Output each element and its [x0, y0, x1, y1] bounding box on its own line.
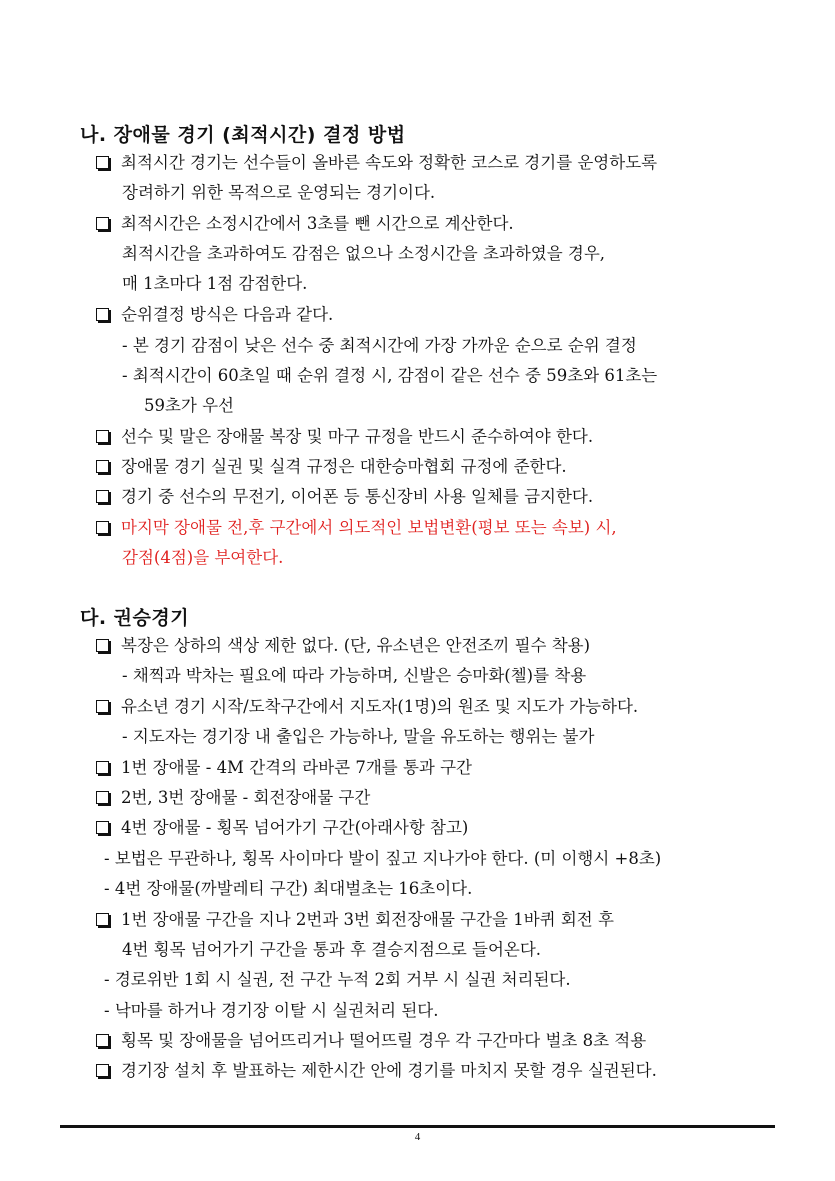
- checkbox-icon: [96, 761, 109, 774]
- list-item: 최적시간 경기는 선수들이 올바른 속도와 정확한 코스로 경기를 운영하도록: [96, 153, 657, 173]
- list-item: 장애물 경기 실권 및 실격 규정은 대한승마협회 규정에 준한다.: [96, 457, 567, 477]
- sub-item: - 낙마를 하거나 경기장 이탈 시 실권처리 된다.: [104, 1001, 439, 1020]
- checkbox-icon: [96, 217, 109, 230]
- list-item-continuation: 매 1초마다 1점 감점한다.: [122, 274, 308, 293]
- list-item: 경기 중 선수의 무전기, 이어폰 등 통신장비 사용 일체를 금지한다.: [96, 487, 593, 507]
- checkbox-icon: [96, 430, 109, 443]
- list-item: 경기장 설치 후 발표하는 제한시간 안에 경기를 마치지 못할 경우 실권된다.: [96, 1061, 657, 1081]
- list-item: 횡목 및 장애물을 넘어뜨리거나 떨어뜨릴 경우 각 구간마다 벌초 8초 적용: [96, 1031, 646, 1051]
- checkbox-icon: [96, 700, 109, 713]
- checkbox-icon: [96, 490, 109, 503]
- list-item: 선수 및 말은 장애물 복장 및 마구 규정을 반드시 준수하여야 한다.: [96, 427, 593, 447]
- section-heading-na: 나. 장애물 경기 (최적시간) 결정 방법: [80, 124, 406, 146]
- sub-item: - 지도자는 경기장 내 출입은 가능하나, 말을 유도하는 행위는 불가: [122, 727, 595, 746]
- sub-item: - 채찍과 박차는 필요에 따라 가능하며, 신발은 승마화(첼)를 착용: [122, 666, 587, 685]
- footer-rule: [60, 1125, 775, 1128]
- checkbox-icon: [96, 791, 109, 804]
- checkbox-icon: [96, 521, 109, 534]
- list-item: 4번 장애물 - 횡목 넘어가기 구간(아래사항 참고): [96, 818, 468, 838]
- checkbox-icon: [96, 913, 109, 926]
- checkbox-icon: [96, 460, 109, 473]
- list-item-continuation: 장려하기 위한 목적으로 운영되는 경기이다.: [122, 183, 436, 202]
- list-item: 최적시간은 소정시간에서 3초를 뺀 시간으로 계산한다.: [96, 214, 514, 234]
- checkbox-icon: [96, 821, 109, 834]
- checkbox-icon: [96, 639, 109, 652]
- sub-item: - 최적시간이 60초일 때 순위 결정 시, 감점이 같은 선수 중 59초와 61초는: [122, 366, 658, 385]
- sub-item: - 4번 장애물(까발레티 구간) 최대벌초는 16초이다.: [104, 879, 473, 898]
- list-item: 2번, 3번 장애물 - 회전장애물 구간: [96, 788, 370, 808]
- checkbox-icon: [96, 1034, 109, 1047]
- list-item-highlight-continuation: 감점(4점)을 부여한다.: [122, 548, 284, 567]
- list-item: 1번 장애물 - 4M 간격의 라바콘 7개를 통과 구간: [96, 758, 472, 778]
- list-item: 유소년 경기 시작/도착구간에서 지도자(1명)의 원조 및 지도가 가능하다.: [96, 697, 638, 717]
- sub-item: - 경로위반 1회 시 실권, 전 구간 누적 2회 거부 시 실권 처리된다.: [104, 970, 571, 989]
- sub-item-continuation: 59초가 우선: [144, 396, 234, 415]
- sub-item: - 보법은 무관하나, 횡목 사이마다 발이 짚고 지나가야 한다. (미 이행시 +8초): [104, 849, 662, 868]
- list-item: 복장은 상하의 색상 제한 없다. (단, 유소년은 안전조끼 필수 착용): [96, 636, 590, 656]
- list-item-continuation: 최적시간을 초과하여도 감점은 없으나 소정시간을 초과하였을 경우,: [122, 244, 606, 263]
- page-number: 4: [414, 1131, 421, 1143]
- list-item-continuation: 4번 횡목 넘어가기 구간을 통과 후 결승지점으로 들어온다.: [122, 940, 542, 959]
- list-item: 1번 장애물 구간을 지나 2번과 3번 회전장애물 구간을 1바퀴 회전 후: [96, 910, 614, 930]
- sub-item: - 본 경기 감점이 낮은 선수 중 최적시간에 가장 가까운 순으로 순위 결정: [122, 336, 637, 355]
- section-heading-da: 다. 권승경기: [80, 607, 190, 629]
- list-item: 순위결정 방식은 다음과 같다.: [96, 305, 333, 325]
- checkbox-icon: [96, 1064, 109, 1077]
- checkbox-icon: [96, 156, 109, 169]
- list-item-highlight: 마지막 장애물 전,후 구간에서 의도적인 보법변환(평보 또는 속보) 시,: [96, 518, 617, 538]
- checkbox-icon: [96, 308, 109, 321]
